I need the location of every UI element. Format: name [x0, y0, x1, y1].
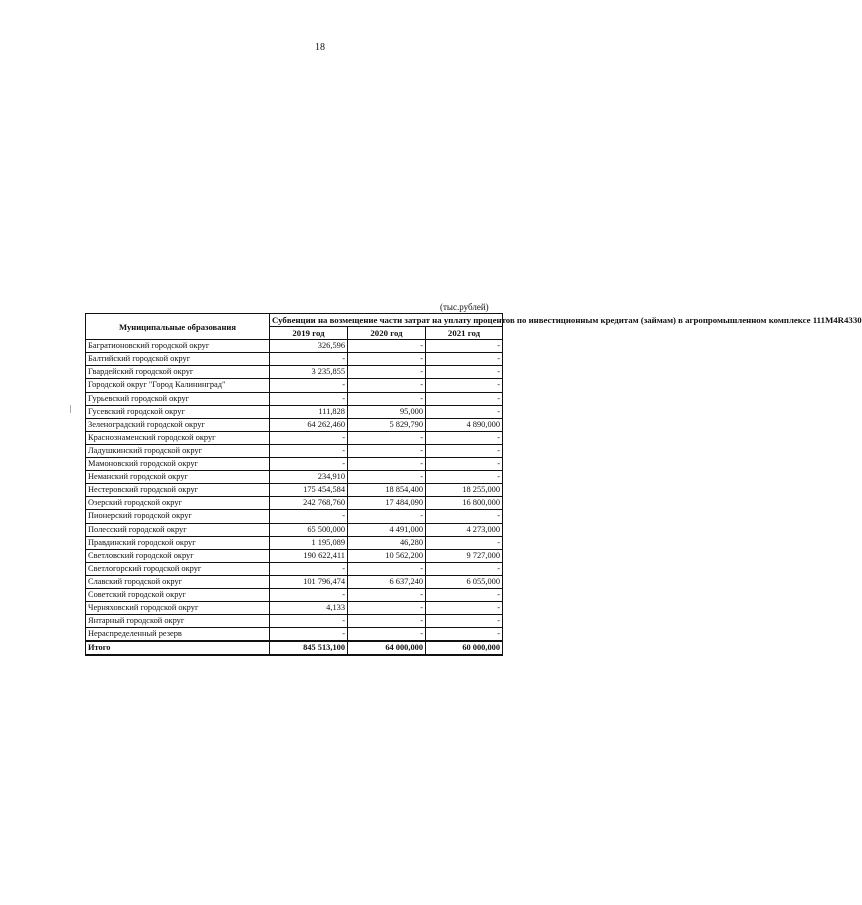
- value-2021: -: [426, 536, 503, 549]
- value-2020: -: [348, 458, 426, 471]
- value-2021: -: [426, 379, 503, 392]
- value-2019: -: [270, 458, 348, 471]
- value-2020: 46,280: [348, 536, 426, 549]
- value-2021: -: [426, 628, 503, 642]
- value-2020: 18 854,400: [348, 484, 426, 497]
- municipality-name: Гурьевский городской округ: [86, 392, 270, 405]
- value-2021: 18 255,000: [426, 484, 503, 497]
- municipality-name: Полесский городской округ: [86, 523, 270, 536]
- value-2021: -: [426, 444, 503, 457]
- value-2020: -: [348, 628, 426, 642]
- value-2021: 4 273,000: [426, 523, 503, 536]
- value-2019: 101 796,474: [270, 575, 348, 588]
- value-2019: 111,828: [270, 405, 348, 418]
- municipality-name: Зеленоградский городской округ: [86, 418, 270, 431]
- year-header-2020: 2020 год: [348, 327, 426, 340]
- value-2020: 4 491,000: [348, 523, 426, 536]
- municipality-column-header: Муниципальные образования: [86, 314, 270, 340]
- municipality-name: Краснознаменский городской округ: [86, 431, 270, 444]
- value-2020: -: [348, 392, 426, 405]
- municipality-name: Славский городской округ: [86, 575, 270, 588]
- table-row: [86, 562, 503, 575]
- units-label: (тыс.рублей): [440, 302, 489, 312]
- value-2021: -: [426, 405, 503, 418]
- municipality-name: Гвардейский городской округ: [86, 366, 270, 379]
- value-2019: 234,910: [270, 471, 348, 484]
- table-row: [86, 575, 503, 588]
- value-2021: 9 727,000: [426, 549, 503, 562]
- municipality-name: Светловский городской округ: [86, 549, 270, 562]
- municipality-name: Мамоновский городской округ: [86, 458, 270, 471]
- table-row: [86, 628, 503, 642]
- value-2020: 6 637,240: [348, 575, 426, 588]
- table-row: [86, 523, 503, 536]
- value-2021: -: [426, 458, 503, 471]
- municipality-name: Багратионовский городской округ: [86, 340, 270, 353]
- value-2021: -: [426, 471, 503, 484]
- value-2021: 4 890,000: [426, 418, 503, 431]
- value-2020: 17 484,090: [348, 497, 426, 510]
- value-2020: -: [348, 510, 426, 523]
- value-2019: 3 235,855: [270, 366, 348, 379]
- table-row: [86, 602, 503, 615]
- value-2019: 242 768,760: [270, 497, 348, 510]
- municipality-name: Ладушкинский городской округ: [86, 444, 270, 457]
- table-row: [86, 340, 503, 353]
- value-2019: 326,596: [270, 340, 348, 353]
- value-2019: -: [270, 379, 348, 392]
- value-2020: -: [348, 588, 426, 601]
- value-2021: -: [426, 615, 503, 628]
- value-2020: -: [348, 431, 426, 444]
- municipality-name: Озерский городской округ: [86, 497, 270, 510]
- value-2021: -: [426, 588, 503, 601]
- table-row: [86, 458, 503, 471]
- value-2021: -: [426, 602, 503, 615]
- municipality-name: Советский городской округ: [86, 588, 270, 601]
- value-2019: 190 622,411: [270, 549, 348, 562]
- table-row: [86, 353, 503, 366]
- value-2021: -: [426, 510, 503, 523]
- value-2021: -: [426, 366, 503, 379]
- table-row: [86, 549, 503, 562]
- table-row: [86, 615, 503, 628]
- table-body: [86, 340, 503, 642]
- value-2020: -: [348, 562, 426, 575]
- value-2021: -: [426, 431, 503, 444]
- year-header-2021: 2021 год: [426, 327, 503, 340]
- total-label: Итого: [86, 641, 270, 655]
- value-2020: -: [348, 602, 426, 615]
- municipality-name: Янтарный городской округ: [86, 615, 270, 628]
- value-2020: -: [348, 444, 426, 457]
- value-2020: 5 829,790: [348, 418, 426, 431]
- value-2019: -: [270, 588, 348, 601]
- total-2020: 64 000,000: [348, 641, 426, 655]
- value-2020: 10 562,200: [348, 549, 426, 562]
- municipality-name: Гусевский городской округ: [86, 405, 270, 418]
- value-2019: 65 500,000: [270, 523, 348, 536]
- table-row: [86, 405, 503, 418]
- value-2019: 64 262,460: [270, 418, 348, 431]
- municipality-name: Нераспределенный резерв: [86, 628, 270, 642]
- value-2020: -: [348, 353, 426, 366]
- value-2020: -: [348, 615, 426, 628]
- value-2019: -: [270, 431, 348, 444]
- total-2019: 845 513,100: [270, 641, 348, 655]
- value-2019: -: [270, 510, 348, 523]
- value-2019: -: [270, 628, 348, 642]
- municipality-name: Нестеровский городской округ: [86, 484, 270, 497]
- table-row: [86, 431, 503, 444]
- municipality-name: Пионерский городской округ: [86, 510, 270, 523]
- subvention-table: [85, 313, 862, 656]
- page-number: 18: [315, 42, 325, 53]
- total-2021: 60 000,000: [426, 641, 503, 655]
- value-2019: -: [270, 392, 348, 405]
- value-2019: -: [270, 615, 348, 628]
- table-row: [86, 392, 503, 405]
- value-2020: -: [348, 471, 426, 484]
- scan-artifact: [70, 405, 71, 413]
- table-row: [86, 471, 503, 484]
- municipality-name: Балтийский городской округ: [86, 353, 270, 366]
- value-2019: -: [270, 444, 348, 457]
- value-2021: -: [426, 353, 503, 366]
- value-2020: -: [348, 366, 426, 379]
- table-row: [86, 366, 503, 379]
- value-2020: -: [348, 379, 426, 392]
- table-row: [86, 484, 503, 497]
- municipality-name: Городской округ "Город Калининград": [86, 379, 270, 392]
- municipality-name: Правдинский городской округ: [86, 536, 270, 549]
- subvention-column-header: Субвенции на возмещение части затрат на уплату процентов по инвестиционным кредитам (займам) в агропромышленном комплексе 111M4R4330: [270, 314, 503, 327]
- value-2019: 4,133: [270, 602, 348, 615]
- table-row: [86, 379, 503, 392]
- value-2021: 16 800,000: [426, 497, 503, 510]
- municipality-name: Светлогорский городской округ: [86, 562, 270, 575]
- table-row: [86, 588, 503, 601]
- table-row: [86, 418, 503, 431]
- value-2019: 1 195,089: [270, 536, 348, 549]
- municipality-name: Неманский городской округ: [86, 471, 270, 484]
- value-2020: 95,000: [348, 405, 426, 418]
- value-2019: 175 454,584: [270, 484, 348, 497]
- municipality-name: Черняховский городской округ: [86, 602, 270, 615]
- value-2021: -: [426, 562, 503, 575]
- year-header-2019: 2019 год: [270, 327, 348, 340]
- table-row: [86, 510, 503, 523]
- value-2021: 6 055,000: [426, 575, 503, 588]
- value-2021: -: [426, 340, 503, 353]
- value-2021: -: [426, 392, 503, 405]
- total-row: [86, 641, 503, 655]
- value-2019: -: [270, 353, 348, 366]
- table-row: [86, 444, 503, 457]
- table-row: [86, 497, 503, 510]
- value-2019: -: [270, 562, 348, 575]
- table-row: [86, 536, 503, 549]
- value-2020: -: [348, 340, 426, 353]
